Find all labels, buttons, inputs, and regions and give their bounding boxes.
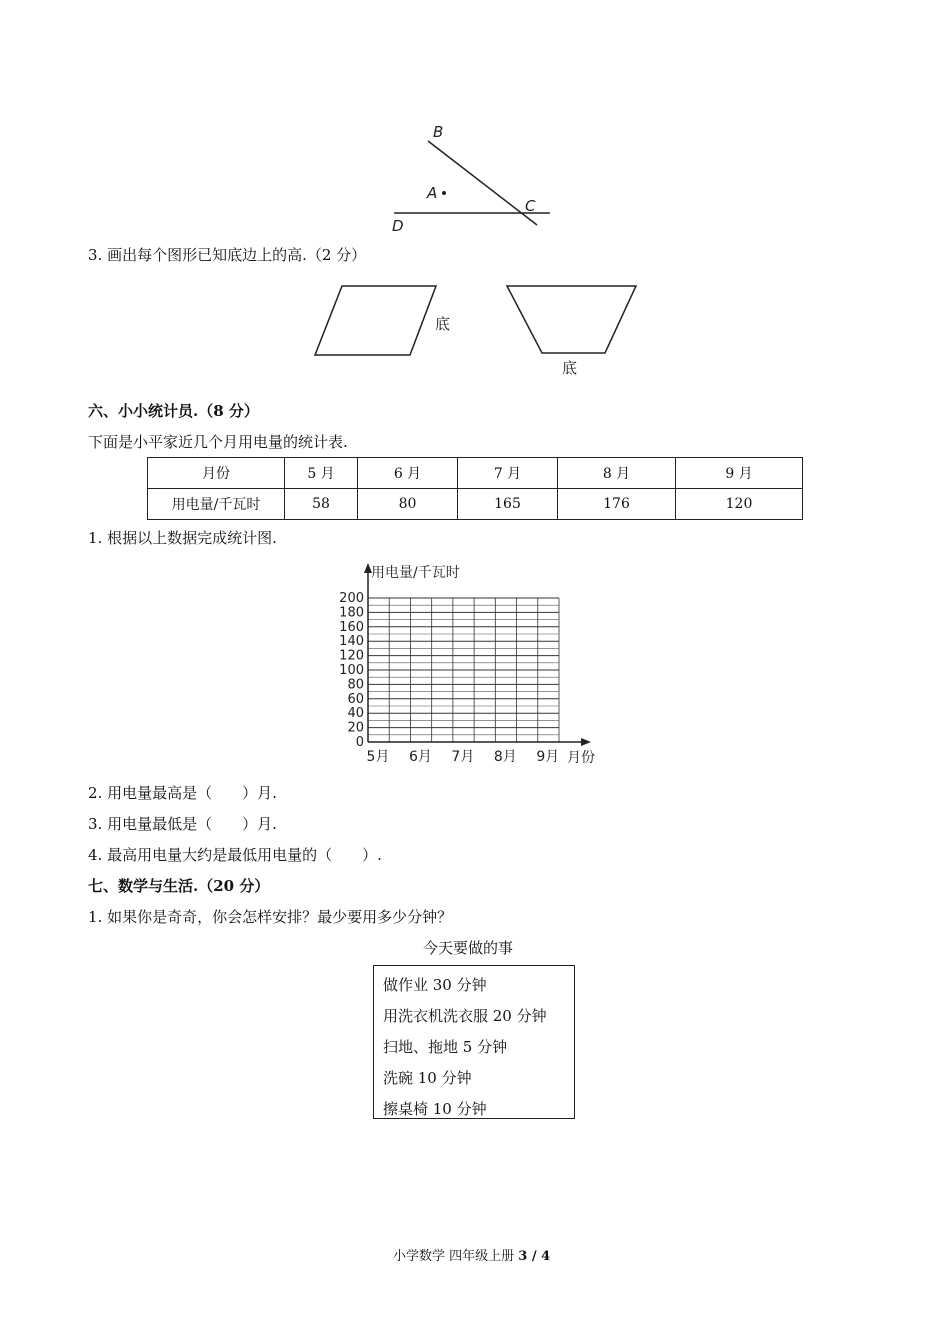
todo-item: 擦桌椅 10 分钟: [383, 1100, 487, 1118]
label-a: A: [427, 184, 438, 202]
chart-axes: [364, 563, 591, 746]
blank-bar-chart: [330, 555, 630, 775]
y-tick-label: 20: [347, 720, 364, 736]
section6-q4: 4. 最高用电量大约是最低用电量的（ ）.: [88, 846, 382, 864]
point-a: [442, 191, 446, 195]
base-label-1: 底: [435, 315, 451, 333]
x-tick-label: 7月: [451, 749, 475, 765]
section6-q3: 3. 用电量最低是（ ）月.: [88, 815, 277, 833]
todo-item: 扫地、拖地 5 分钟: [383, 1038, 508, 1056]
label-d: D: [392, 217, 404, 235]
chart-x-ticks: [367, 749, 560, 765]
table-cell: 58: [285, 489, 358, 520]
table-cell: 80: [358, 489, 458, 520]
table-cell: 120: [676, 489, 803, 520]
page-footer: [393, 1247, 550, 1267]
table-cell: 9 月: [676, 458, 803, 489]
section6-q1: 1. 根据以上数据完成统计图.: [88, 529, 277, 547]
chart-y-ticks: [339, 591, 364, 750]
table-cell: 8 月: [558, 458, 676, 489]
y-tick-label: 200: [339, 591, 364, 606]
todo-item: 做作业 30 分钟: [383, 976, 487, 994]
y-tick-label: 180: [339, 605, 364, 621]
base-label-2: 底: [562, 359, 578, 377]
label-b: B: [433, 123, 444, 141]
table-header-row: [148, 458, 803, 489]
table-cell: 7 月: [458, 458, 558, 489]
y-tick-label: 140: [339, 634, 364, 650]
section7-title: 七、数学与生活.（20 分）: [88, 877, 270, 895]
table-cell: 176: [558, 489, 676, 520]
y-tick-label: 120: [339, 648, 364, 664]
todo-item: 洗碗 10 分钟: [383, 1069, 472, 1087]
y-tick-label: 100: [339, 663, 364, 678]
table-cell: 165: [458, 489, 558, 520]
section7-q1: 1. 如果你是奇奇，你会怎样安排？最少要用多少分钟？: [88, 908, 453, 926]
table-cell: 5 月: [285, 458, 358, 489]
table-row-label: 用电量/千瓦时: [148, 489, 285, 520]
chart-y-axis-label: 用电量/千瓦时: [371, 565, 460, 581]
footer-text: 小学数学 四年级上册: [393, 1249, 519, 1264]
chart-x-axis-label: 月份: [567, 750, 595, 766]
y-tick-label: 60: [347, 691, 364, 707]
shapes-figure: [305, 275, 655, 385]
section6-title: 六、小小统计员.（8 分）: [88, 402, 259, 420]
section6-q2: 2. 用电量最高是（ ）月.: [88, 784, 277, 802]
trapezoid: [507, 286, 636, 353]
y-tick-label: 0: [355, 735, 364, 750]
x-tick-label: 5月: [366, 749, 390, 765]
x-axis-arrow: [581, 738, 591, 746]
table-row: [148, 489, 803, 520]
x-tick-label: 8月: [493, 749, 517, 765]
y-tick-label: 160: [339, 619, 364, 635]
section6-intro: 下面是小平家近几个月用电量的统计表.: [88, 433, 348, 451]
angle-figure: [380, 118, 580, 238]
table-header-label: 月份: [148, 458, 285, 489]
x-tick-label: 6月: [408, 749, 432, 765]
todo-item: 用洗衣机洗衣服 20 分钟: [383, 1007, 547, 1025]
x-tick-label: 9月: [536, 749, 560, 765]
page-number: 3 / 4: [518, 1249, 551, 1264]
label-c: C: [525, 197, 536, 215]
chart-grid: [368, 598, 559, 742]
todo-box-title: 今天要做的事: [423, 939, 514, 957]
electricity-table: [147, 457, 803, 520]
y-tick-label: 40: [347, 706, 364, 722]
y-tick-label: 80: [347, 677, 364, 693]
table-cell: 6 月: [358, 458, 458, 489]
todo-box: [373, 965, 575, 1119]
q3-text: 3. 画出每个图形已知底边上的高.（2 分）: [88, 246, 367, 264]
parallelogram: [315, 286, 436, 355]
